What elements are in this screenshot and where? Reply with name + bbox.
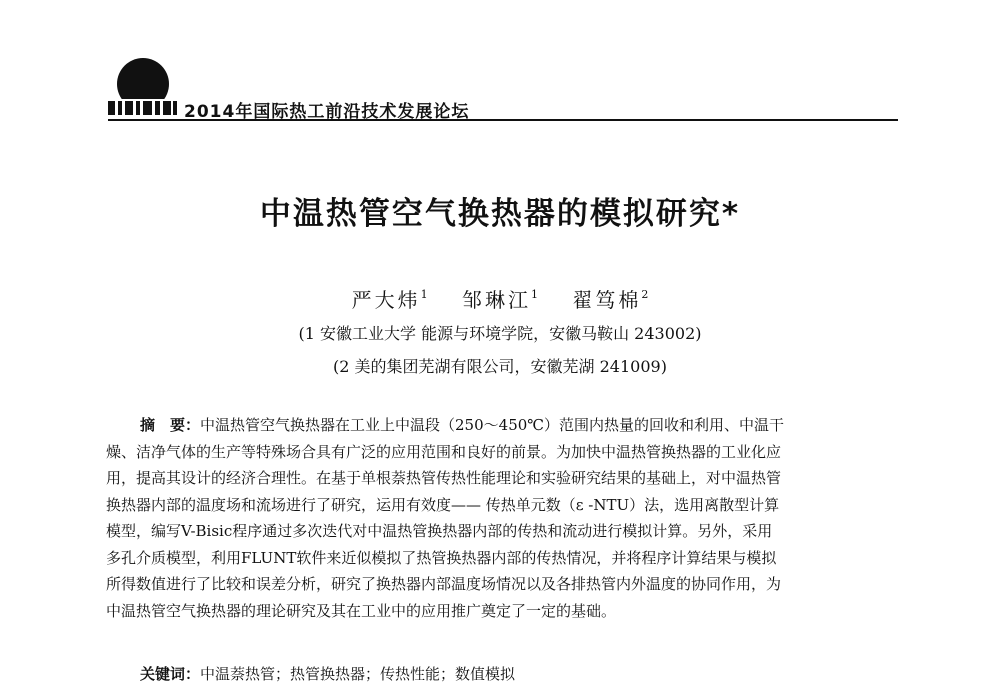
keywords-label: 关键词： [140,665,201,683]
abstract-line [106,412,898,439]
author [462,284,538,313]
header-rule [108,119,898,121]
author-affiliation-mark: 1 [420,288,428,301]
abstract-line: 燥、洁净气体的生产等特殊场合具有广泛的应用范围和良好的前景。为加快中温热管换热器的工业化应 [106,442,782,461]
keywords-text: 中温萘热管；热管换热器；传热性能；数值模拟 [200,665,516,683]
affiliation: (2 美的集团芜湖有限公司，安徽芜湖 241009) [333,357,667,376]
author-name: 邹琳江 [462,288,531,312]
keywords [140,663,515,684]
author-name: 严大炜 [351,288,421,312]
abstract-line: 模型，编写V-Bisic程序通过多次迭代对中温热管换热器内部的传热和流动进行模拟计算。另外，采用 [106,522,773,540]
abstract-text: 中温热管空气换热器在工业上中温段（250～450℃）范围内热量的回收和利用、中温干 [200,416,785,434]
abstract-label: 摘 要： [140,416,201,434]
conference-header: 2014年国际热工前沿技术发展论坛 [184,102,470,122]
author-name: 翟笃棉 [572,288,642,312]
abstract [106,412,898,624]
abstract-line: 所得数值进行了比较和误差分析，研究了换热器内部温度场情况以及各排热管内外温度的协同作用，为 [106,575,782,593]
abstract-line: 多孔介质模型，利用FLUNT软件来近似模拟了热管换热器内部的传热情况，并将程序计算结果与模拟 [106,548,777,567]
affiliation: (1 安徽工业大学 能源与环境学院，安徽马鞍山 243002) [298,324,702,343]
conference-logo-icon [108,57,178,119]
paper-title: 中温热管空气换热器的模拟研究* [259,196,741,232]
abstract-line: 用，提高其设计的经济合理性。在基于单根萘热管传热性能理论和实验研究结果的基础上，对中温热管 [106,469,782,487]
author-affiliation-mark: 1 [531,288,538,301]
author-list [0,284,1000,313]
author [572,284,648,313]
author [352,284,428,313]
abstract-line: 换热器内部的温度场和流场进行了研究，运用有效度—— 传热单元数（ε -NTU）法，选用离散型计算 [106,495,780,514]
abstract-line: 中温热管空气换热器的理论研究及其在工业中的应用推广奠定了一定的基础。 [106,601,617,620]
author-affiliation-mark: 2 [641,288,649,301]
